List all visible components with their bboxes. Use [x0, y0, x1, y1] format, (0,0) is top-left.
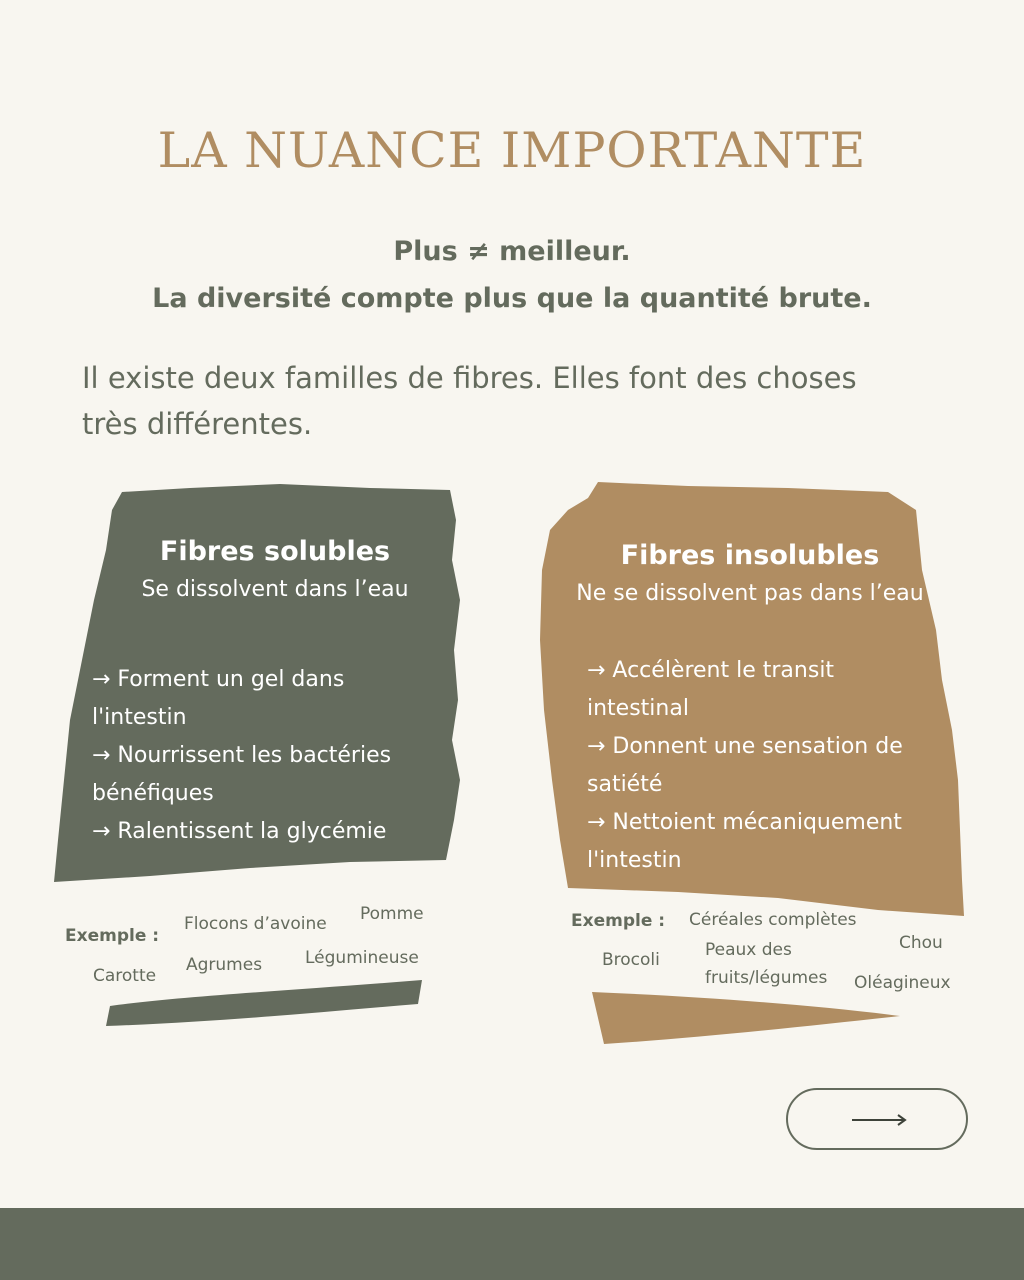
- list-item: l'intestin: [92, 705, 187, 730]
- insoluble-example-item: Céréales complètes: [689, 910, 857, 930]
- insoluble-example-item: Peaux des: [705, 940, 792, 960]
- insoluble-subtitle: Ne se dissolvent pas dans l’eau: [576, 581, 924, 606]
- insoluble-card: [538, 540, 962, 606]
- insoluble-bullets: [587, 652, 903, 880]
- insoluble-example-item: Chou: [899, 933, 943, 953]
- insoluble-example-item: Brocoli: [602, 950, 660, 970]
- soluble-example-item: Légumineuse: [305, 948, 419, 968]
- subtitle-line-1: Plus ≠ meilleur.: [393, 236, 631, 267]
- list-item: → Nettoient mécaniquement: [587, 810, 902, 835]
- next-button[interactable]: [786, 1088, 968, 1150]
- list-item: → Ralentissent la glycémie: [92, 819, 387, 844]
- soluble-card: [60, 536, 490, 602]
- insoluble-title: Fibres insolubles: [620, 540, 880, 571]
- soluble-title: Fibres solubles: [159, 536, 391, 567]
- list-item: l'intestin: [587, 848, 682, 873]
- insoluble-example-label: Exemple :: [571, 911, 666, 931]
- intro-paragraph: [82, 355, 962, 447]
- list-item: → Nourrissent les bactéries: [92, 743, 392, 768]
- intro-line-2: très différentes.: [82, 407, 313, 441]
- list-item: → Accélèrent le transit: [587, 658, 835, 683]
- soluble-example-item: Carotte: [93, 966, 157, 986]
- soluble-example-item: Flocons d’avoine: [184, 914, 327, 934]
- insoluble-card-stroke: [588, 988, 906, 1048]
- arrow-right-icon: [850, 1112, 908, 1128]
- intro-line-1: Il existe deux familles de fibres. Elles font des choses: [82, 361, 857, 395]
- list-item: bénéfiques: [92, 781, 214, 806]
- soluble-subtitle: Se dissolvent dans l’eau: [141, 577, 409, 602]
- soluble-bullets: [92, 661, 391, 851]
- soluble-example-item: Pomme: [360, 904, 424, 924]
- soluble-example-label: Exemple :: [65, 926, 160, 946]
- list-item: → Forment un gel dans: [92, 667, 345, 692]
- list-item: → Donnent une sensation de: [587, 734, 903, 759]
- subtitle-line-2: La diversité compte plus que la quantité brute.: [152, 283, 872, 314]
- list-item: intestinal: [587, 696, 689, 721]
- page-title: LA NUANCE IMPORTANTE: [157, 122, 867, 179]
- soluble-example-item: Agrumes: [186, 955, 263, 975]
- list-item: satiété: [587, 772, 663, 797]
- insoluble-example-item: Oléagineux: [854, 973, 951, 993]
- insoluble-example-item: fruits/légumes: [705, 968, 828, 988]
- footer-bar: [0, 1208, 1024, 1280]
